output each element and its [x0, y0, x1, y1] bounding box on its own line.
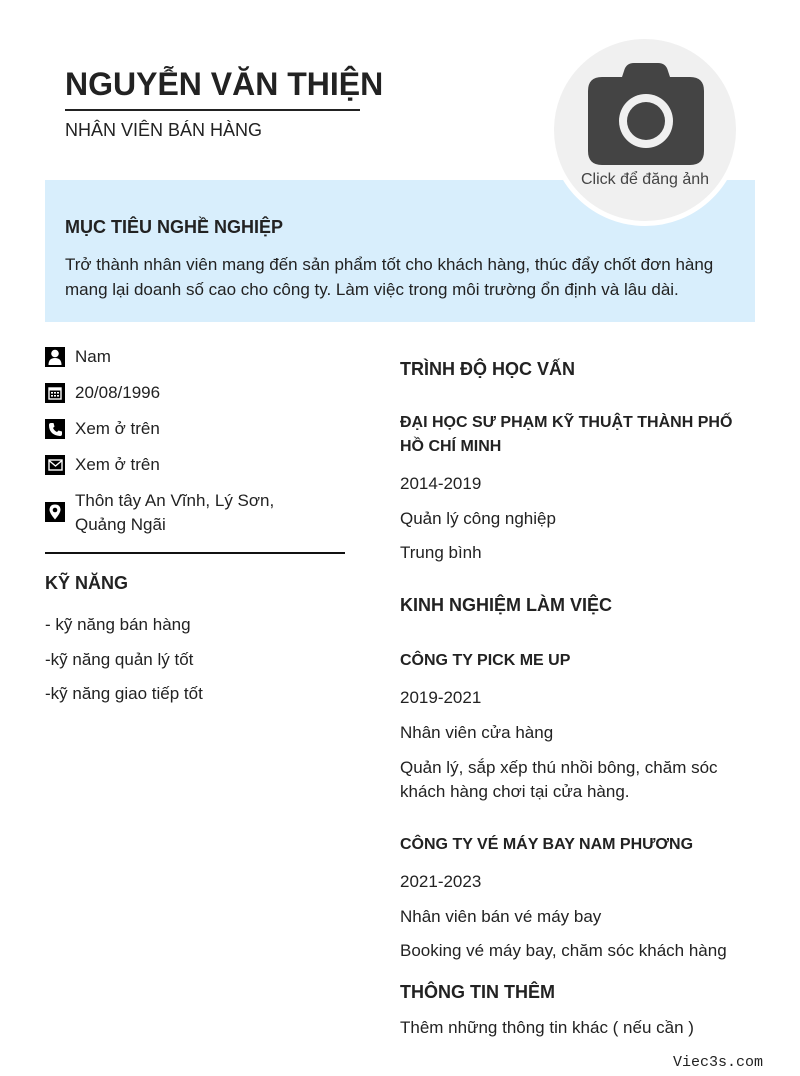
email-icon — [45, 455, 65, 475]
skill-item: - kỹ năng bán hàng — [45, 615, 191, 634]
name-underline — [65, 109, 360, 111]
contact-address — [45, 489, 345, 537]
education-period: 2014-2019 — [400, 474, 482, 493]
contact-address-text: Thôn tây An Vĩnh, Lý Sơn, Quảng Ngãi — [75, 491, 275, 534]
experience-heading: KINH NGHIỆM LÀM VIỆC — [400, 595, 613, 615]
job-company: CÔNG TY VÉ MÁY BAY NAM PHƯƠNG — [400, 836, 694, 853]
job-position: Nhân viên cửa hàng — [400, 723, 554, 742]
candidate-name: NGUYỄN VĂN THIỆN — [65, 66, 384, 102]
education-grade: Trung bình — [400, 543, 482, 562]
avatar-upload-button[interactable] — [549, 34, 741, 226]
job-position: Nhân viên bán vé máy bay — [400, 907, 602, 926]
job-period: 2019-2021 — [400, 688, 482, 707]
objective-heading: MỤC TIÊU NGHỀ NGHIỆP — [65, 217, 284, 237]
objective-text: Trở thành nhân viên mang đến sản phẩm tốt cho khách hàng, thúc đẩy chốt đơn hàng mang lại doanh số cao cho công ty. Làm việc trong môi trường ổn định và lâu dài. — [65, 255, 714, 299]
contact-gender — [45, 345, 345, 369]
user-icon — [45, 347, 65, 367]
contact-email — [45, 453, 345, 477]
contact-phone-text: Xem ở trên — [75, 419, 160, 438]
phone-icon — [45, 419, 65, 439]
contact-gender-text: Nam — [75, 347, 111, 366]
education-heading: TRÌNH ĐỘ HỌC VẤN — [400, 359, 575, 379]
contact-list — [45, 345, 345, 549]
watermark: Viec3s.com — [673, 1054, 764, 1071]
skills-heading: KỸ NĂNG — [45, 573, 129, 593]
job-company: CÔNG TY PICK ME UP — [400, 652, 571, 669]
avatar-upload-label: Click để đăng ảnh — [580, 171, 710, 188]
job-description: Quản lý, sắp xếp thú nhồi bông, chăm sóc khách hàng chơi tại cửa hàng. — [400, 758, 718, 801]
contact-birthday — [45, 381, 345, 405]
section-divider — [45, 552, 345, 554]
education-school: ĐẠI HỌC SƯ PHẠM KỸ THUẬT THÀNH PHỐ HỒ CHÍ MINH — [400, 414, 733, 455]
additional-heading: THÔNG TIN THÊM — [400, 982, 555, 1002]
camera-icon — [588, 63, 704, 165]
job-period: 2021-2023 — [400, 872, 482, 891]
contact-email-text: Xem ở trên — [75, 455, 160, 474]
skill-item: -kỹ năng giao tiếp tốt — [45, 684, 203, 703]
contact-birthday-text: 20/08/1996 — [75, 383, 161, 402]
skill-item: -kỹ năng quản lý tốt — [45, 649, 194, 669]
contact-phone — [45, 417, 345, 441]
job-description: Booking vé máy bay, chăm sóc khách hàng — [400, 941, 727, 960]
location-icon — [45, 502, 65, 522]
calendar-icon — [45, 383, 65, 403]
education-major: Quản lý công nghiệp — [400, 509, 556, 528]
job-title: NHÂN VIÊN BÁN HÀNG — [65, 120, 263, 140]
additional-text: Thêm những thông tin khác ( nếu cần ) — [400, 1018, 694, 1037]
skills-list — [45, 613, 345, 717]
